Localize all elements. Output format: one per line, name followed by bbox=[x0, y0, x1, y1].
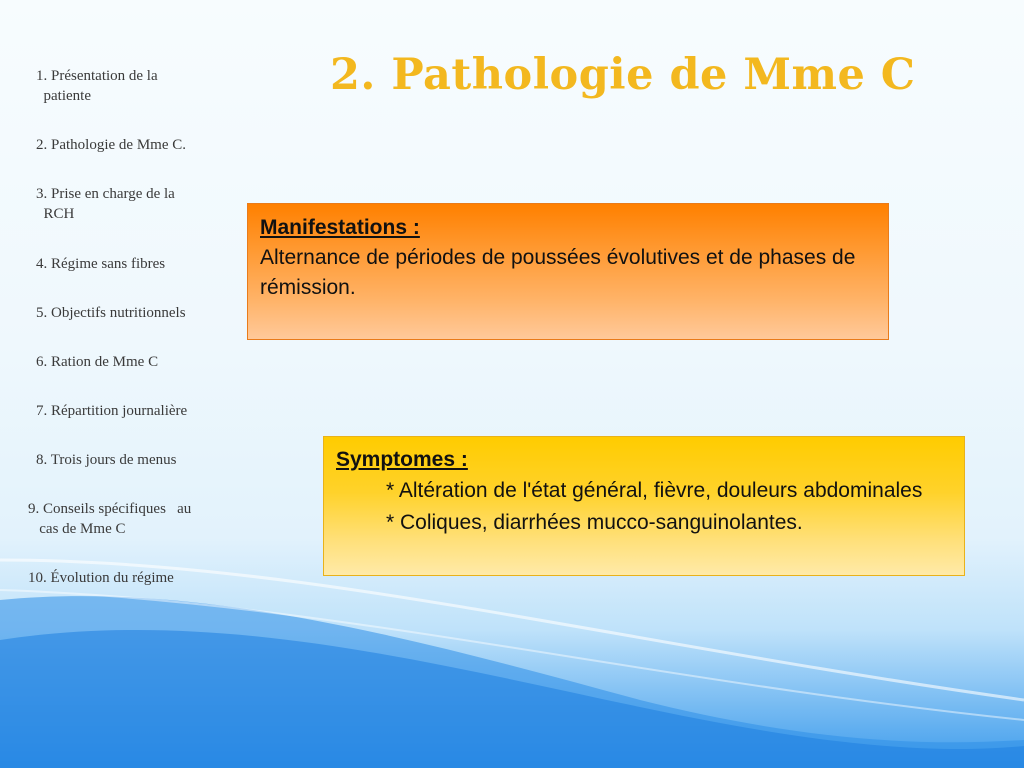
manifestations-text: Alternance de périodes de poussées évolutives et de phases de rémission. bbox=[260, 246, 856, 299]
nav-item-ration[interactable]: 6. Ration de Mme C bbox=[36, 354, 159, 370]
nav-item-pathologie[interactable]: 2. Pathologie de Mme C. bbox=[36, 137, 186, 153]
nav-item-menus[interactable]: 8. Trois jours de menus bbox=[36, 452, 177, 468]
nav-item-presentation[interactable]: 1. Présentation de la patiente bbox=[36, 68, 158, 104]
nav-item-evolution[interactable]: 10. Évolution du régime bbox=[28, 570, 174, 586]
manifestations-heading: Manifestations : bbox=[260, 216, 420, 239]
symptomes-box bbox=[323, 436, 965, 576]
nav-item-conseils[interactable]: 9. Conseils spécifiques au cas de Mme C bbox=[28, 501, 192, 537]
nav-item-regime-sans-fibres[interactable]: 4. Régime sans fibres bbox=[36, 256, 166, 272]
nav-item-objectifs[interactable]: 5. Objectifs nutritionnels bbox=[36, 305, 186, 321]
nav-item-prise-en-charge[interactable]: 3. Prise en charge de la RCH bbox=[36, 186, 175, 222]
slide-title: 2. Pathologie de Mme C bbox=[330, 50, 916, 100]
symptome-item: * Coliques, diarrhées mucco-sanguinolantes. bbox=[386, 511, 803, 534]
symptomes-heading: Symptomes : bbox=[336, 448, 468, 471]
symptomes-list bbox=[336, 475, 952, 539]
symptome-item: * Altération de l'état général, fièvre, douleurs abdominales bbox=[386, 479, 923, 502]
manifestations-box bbox=[247, 203, 889, 340]
nav-item-repartition[interactable]: 7. Répartition journalière bbox=[36, 403, 188, 419]
